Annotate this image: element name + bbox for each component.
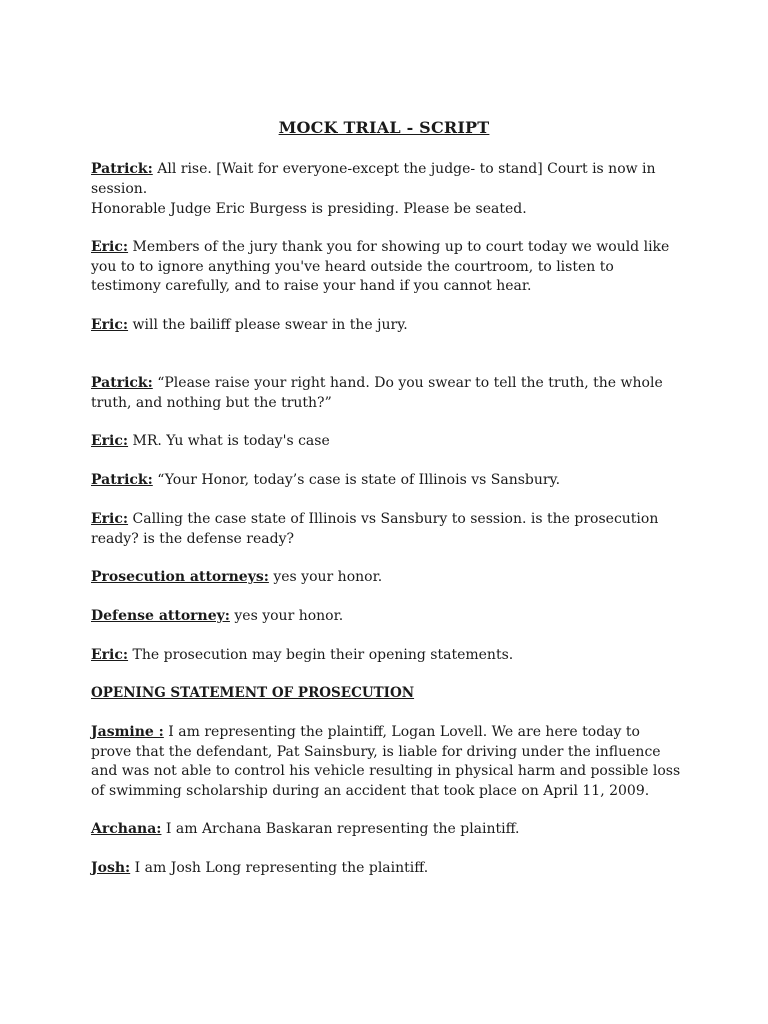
speaker-label: Patrick:	[91, 472, 153, 488]
paragraph	[91, 723, 681, 801]
paragraph-text: Members of the jury thank you for showing up to court today we would like you to to ignore anything you've heard outside the courtroom, to listen to testimony carefully, and to raise your hand if you cannot hear.	[91, 239, 670, 294]
speaker-label: Eric:	[91, 317, 129, 333]
paragraph	[91, 646, 681, 666]
paragraph-text: The prosecution may begin their opening statements.	[128, 647, 514, 663]
paragraph-text: Calling the case state of Illinois vs Sansbury to session. is the prosecution ready? is the defense ready?	[91, 511, 659, 547]
speaker-label: Jasmine :	[91, 724, 164, 740]
paragraph	[91, 820, 681, 840]
paragraph	[91, 238, 681, 297]
document-title: MOCK TRIAL - SCRIPT	[278, 118, 490, 137]
speaker-label: Patrick:	[91, 161, 153, 177]
paragraph	[91, 316, 681, 336]
paragraph-text: Honorable Judge Eric Burgess is presiding. Please be seated.	[91, 201, 527, 217]
paragraph	[91, 471, 681, 491]
paragraph	[91, 510, 681, 549]
section-heading: OPENING STATEMENT OF PROSECUTION	[91, 685, 415, 701]
speaker-label: Eric:	[91, 433, 129, 449]
paragraph-text: I am Josh Long representing the plaintiff.	[130, 860, 429, 876]
speaker-label: Archana:	[91, 821, 162, 837]
speaker-label: Prosecution attorneys:	[91, 569, 269, 585]
paragraph	[91, 859, 681, 879]
paragraph	[91, 160, 681, 199]
paragraph	[91, 607, 681, 627]
paragraph-text: yes your honor.	[268, 569, 383, 585]
paragraph-text: I am Archana Baskaran representing the plaintiff.	[161, 821, 520, 837]
paragraph-text: I am representing the plaintiff, Logan Lovell. We are here today to prove that the defendant, Pat Sainsbury, is liable for driving under the influence and was not able to control his vehicle resulting in physical harm and possible loss of swimming scholarship during an accident that took place on April 11, 2009.	[91, 724, 681, 799]
speaker-label: Josh:	[91, 860, 131, 876]
speaker-label: Defense attorney:	[91, 608, 230, 624]
paragraph-text: MR. Yu what is today's case	[128, 433, 330, 449]
speaker-label: Eric:	[91, 511, 129, 527]
speaker-label: Eric:	[91, 647, 129, 663]
paragraph-text: “Your Honor, today’s case is state of Illinois vs Sansbury.	[152, 472, 561, 488]
paragraph-text: yes your honor.	[229, 608, 344, 624]
paragraph	[91, 200, 681, 220]
paragraph-text: “Please raise your right hand. Do you swear to tell the truth, the whole truth, and nothing but the truth?”	[91, 375, 663, 411]
speaker-label: Eric:	[91, 239, 129, 255]
paragraph-text: will the bailiff please swear in the jury.	[128, 317, 408, 333]
paragraph-text: All rise. [Wait for everyone-except the judge- to stand] Court is now in session.	[91, 161, 656, 197]
paragraph	[91, 432, 681, 452]
paragraph	[91, 374, 681, 413]
speaker-label: Patrick:	[91, 375, 153, 391]
paragraph	[91, 568, 681, 588]
